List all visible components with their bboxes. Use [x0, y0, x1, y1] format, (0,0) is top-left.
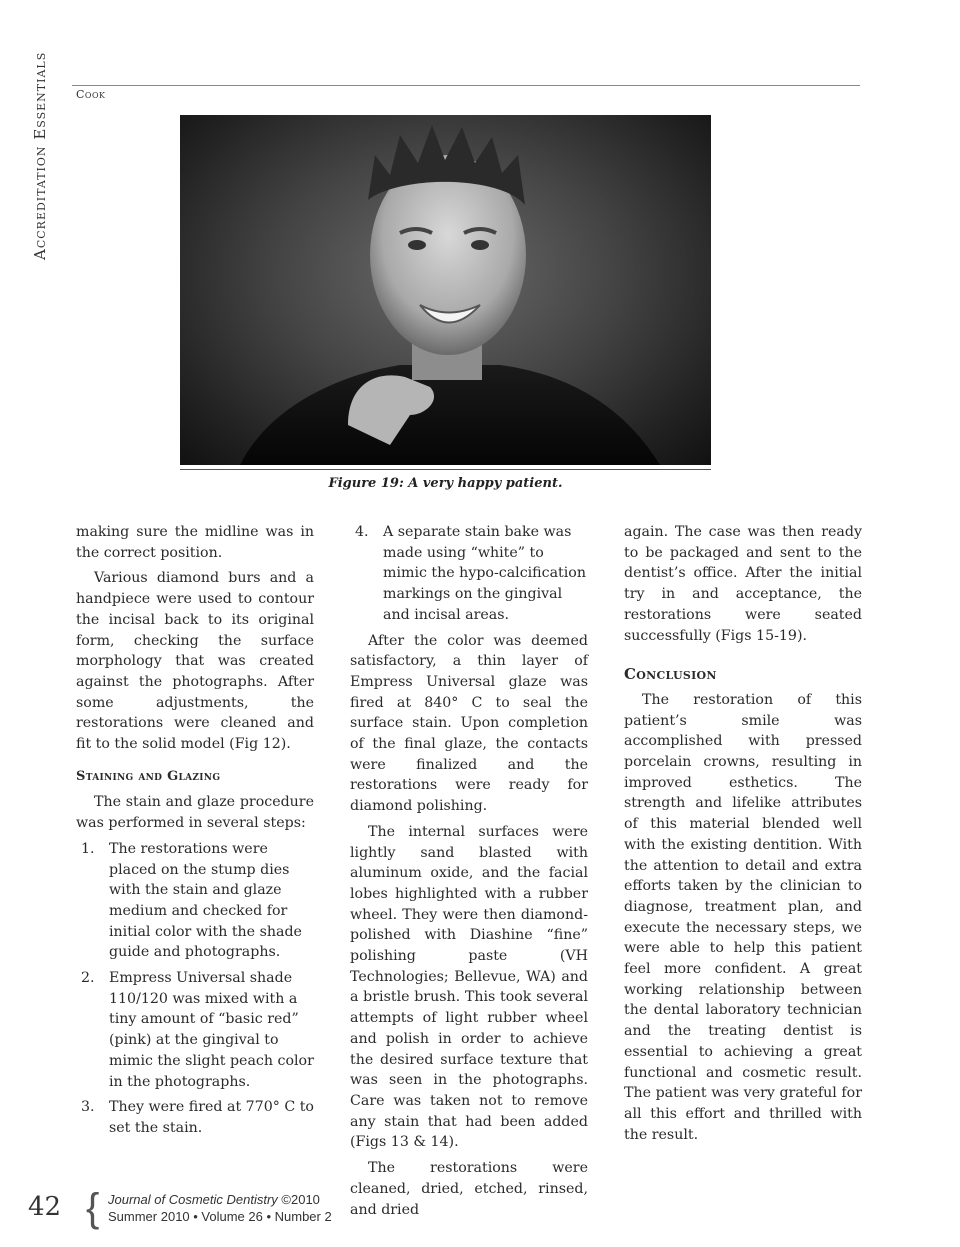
- list-number: 1.: [81, 840, 95, 857]
- brace-ornament: {: [86, 1186, 100, 1230]
- side-section-label: [31, 51, 53, 260]
- list-number: 4.: [355, 524, 369, 540]
- issue-info: Summer 2010 • Volume 26 • Number 2: [108, 1209, 332, 1224]
- list-text: The restorations were placed on the stump dies with the stain and glaze medium and checked for initial color with the shade guide and photographs.: [109, 840, 302, 961]
- list-item: [76, 839, 314, 963]
- column-2: [350, 522, 588, 1225]
- running-head: Cook: [76, 88, 106, 101]
- list-text: A separate stain bake was made using “white” to mimic the hypo-calcification markings on the gingival and incisal areas.: [383, 524, 586, 623]
- paragraph: again. The case was then ready to be packaged and sent to the dentist’s office. After the initial try in and acceptance, the restorations were seated successfully (Figs 15-19).: [624, 524, 862, 644]
- column-1: [76, 522, 314, 1144]
- paragraph: The stain and glaze procedure was performed in several steps:: [76, 794, 314, 832]
- column-3: [624, 522, 862, 1150]
- list-item: [350, 522, 588, 626]
- page-number: 42: [28, 1192, 62, 1222]
- top-rule: [72, 85, 860, 86]
- paragraph: The restorations were cleaned, dried, etched, rinsed, and dried: [350, 1160, 588, 1218]
- paragraph: Various diamond burs and a handpiece were used to contour the incisal back to its original form, checking the surface morphology that was created against the photographs. After some adjustments, the restorations were cleaned and fit to the solid model (Fig 12).: [76, 570, 314, 753]
- list-text: Empress Universal shade 110/120 was mixed with a tiny amount of “basic red” (pink) at the gingival to mimic the slight peach color in the photographs.: [109, 970, 314, 1090]
- copyright: ©2010: [281, 1192, 320, 1207]
- paragraph: After the color was deemed satisfactory, a thin layer of Empress Universal glaze was fired at 840° C to seal the surface stain. Upon completion of the final glaze, the contacts were finalized and the restorations were ready for diamond polishing.: [350, 632, 588, 815]
- figure-rule: [180, 469, 711, 470]
- paragraph: The restoration of this patient’s smile was accomplished with pressed porcelain crowns, resulting in improved esthetics. The strength and lifelike attributes of this material blended well with the existing dentition. With the attention to detail and extra efforts taken by the clinician to diagnose, treatment plan, and execute the necessary steps, we were able to help this patient feel more confident. A great working relationship between the dental laboratory technician and the treating dentist is essential to achieving a great functional and cosmetic result. The patient was very grateful for all this effort and thrilled with the result.: [624, 691, 862, 1143]
- side-section-text: Accreditation Essentials: [31, 51, 49, 260]
- patient-portrait-illustration: [180, 115, 711, 465]
- list-number: 3.: [81, 1099, 95, 1116]
- section-heading-staining: Staining and Glazing: [76, 768, 221, 784]
- journal-citation: [108, 1192, 320, 1207]
- journal-name: Journal of Cosmetic Dentistry: [108, 1192, 278, 1207]
- steps-list: [76, 839, 314, 1139]
- section-heading-conclusion: Conclusion: [624, 665, 717, 684]
- list-number: 2.: [81, 970, 95, 987]
- steps-list-continued: [350, 522, 588, 626]
- paragraph: making sure the midline was in the correct position.: [76, 524, 314, 561]
- figure-19-photo: [180, 115, 711, 465]
- list-item: [76, 1097, 314, 1138]
- list-item: [76, 968, 314, 1092]
- paragraph: The internal surfaces were lightly sand blasted with aluminum oxide, and the facial lobes highlighted with a rubber wheel. They were then diamond-polished with Diashine “fine” polishing paste (VH Technologies; Bellevue, WA) and a bristle brush. This took several attempts of light rubber wheel and polish in order to achieve the desired surface texture that was seen in the photographs. Care was taken not to remove any stain that had been added (Figs 13 & 14).: [350, 823, 588, 1151]
- list-text: They were fired at 770° C to set the stain.: [109, 1099, 314, 1136]
- figure-caption: Figure 19: A very happy patient.: [328, 476, 563, 491]
